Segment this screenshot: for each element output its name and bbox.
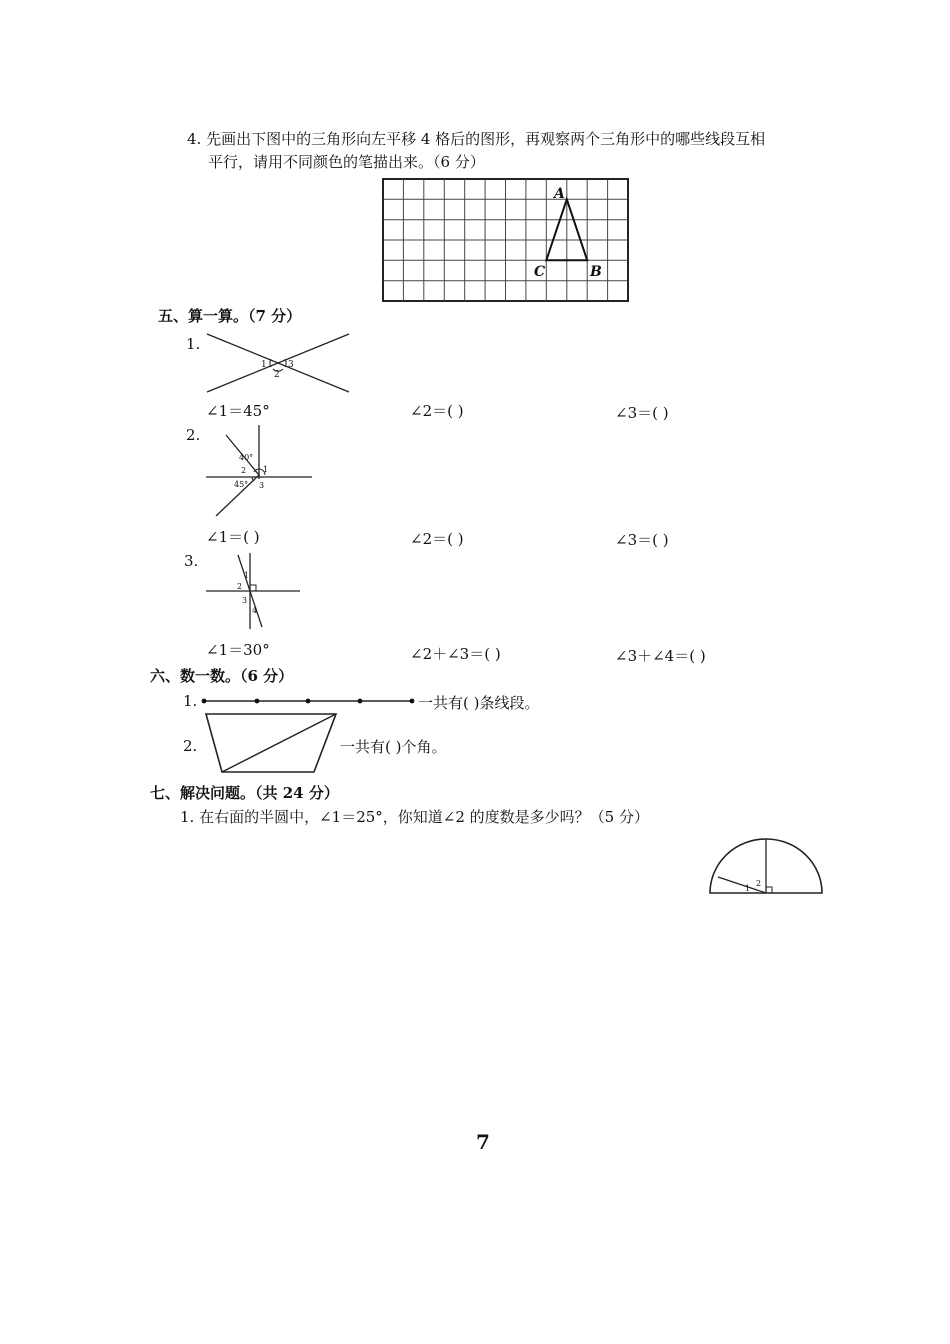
point-dot [202, 699, 207, 704]
vertex-label-c: C [534, 264, 546, 280]
translation-grid-figure [382, 178, 630, 304]
s6-p2-trapezoid [200, 710, 340, 776]
s5-p2-angle-label-2: 2 [241, 466, 247, 475]
s5-p3-angle-label-3: 3 [242, 596, 248, 605]
s5-p1-angle-label-2: 2 [274, 370, 280, 380]
s5-p2-angle3-blank: ∠3＝( ) [615, 531, 669, 549]
s5-p2-number: 2. [186, 426, 201, 444]
page-number: 7 [476, 1130, 490, 1154]
point-dot [410, 699, 415, 704]
s7-semicircle-figure [708, 836, 824, 896]
s5-p2-angle-label-40: 40° [239, 453, 254, 462]
s7-angle-label-2: 2 [756, 879, 762, 888]
s7-angle-label-1: 1 [745, 884, 751, 893]
s5-p2-angle1-blank: ∠1＝( ) [206, 528, 260, 546]
s5-p3-angle-figure [204, 551, 302, 631]
s5-p3-angle23-blank: ∠2＋∠3＝( ) [410, 645, 501, 663]
s7-p1-question: 1. 在右面的半圆中，∠1＝25°，你知道∠2 的度数是多少吗？（5 分） [180, 808, 649, 826]
section7-title: 七、解决问题。（共 24 分） [150, 784, 339, 802]
s5-p2-angle-figure [204, 423, 314, 519]
section5-title: 五、算一算。（7 分） [158, 307, 302, 325]
s5-p3-number: 3. [184, 552, 199, 570]
s5-p1-number: 1. [186, 335, 201, 353]
s6-p1-number: 1. [183, 692, 198, 710]
point-dot [306, 699, 311, 704]
s5-p3-angle1-value: ∠1＝30° [206, 641, 270, 659]
s5-p2-angle-label-45: 45° [234, 480, 249, 489]
s5-p2-angle-label-3: 3 [259, 481, 265, 490]
point-dot [255, 699, 260, 704]
s5-p1-angle1-value: ∠1＝45° [206, 402, 270, 420]
s6-p1-segment-line [200, 694, 416, 708]
q4-text-line1: 4. 先画出下图中的三角形向左平移 4 格后的图形，再观察两个三角形中的哪些线段互相 [187, 130, 766, 148]
section6-title: 六、数一数。（6 分） [150, 667, 294, 685]
s5-p1-angle3-blank: ∠3＝( ) [615, 404, 669, 422]
point-dot [358, 699, 363, 704]
vertex-label-b: B [590, 264, 602, 280]
vertex-label-a: A [554, 186, 565, 202]
s5-p1-angle-label-3: 3 [288, 360, 294, 370]
s5-p3-angle-label-1: 1 [244, 571, 250, 580]
s6-p1-question: 一共有( )条线段。 [418, 694, 540, 712]
s5-p2-angle2-blank: ∠2＝( ) [410, 530, 464, 548]
s5-p3-angle-label-2: 2 [237, 582, 243, 591]
s5-p1-angle-label-1: 1 [261, 360, 267, 370]
s5-p3-angle-label-4: 4 [252, 606, 258, 615]
q4-text-line2: 平行，请用不同颜色的笔描出来。（6 分） [208, 153, 485, 171]
grid-lines [383, 179, 628, 301]
s5-p2-angle-label-1: 1 [263, 465, 269, 474]
s6-p2-question: 一共有( )个角。 [340, 738, 447, 756]
s5-p1-angle2-blank: ∠2＝( ) [410, 402, 464, 420]
s5-p1-intersecting-lines [205, 332, 351, 394]
s5-p3-angle34-blank: ∠3＋∠4＝( ) [615, 647, 706, 665]
s6-p2-number: 2. [183, 737, 198, 755]
